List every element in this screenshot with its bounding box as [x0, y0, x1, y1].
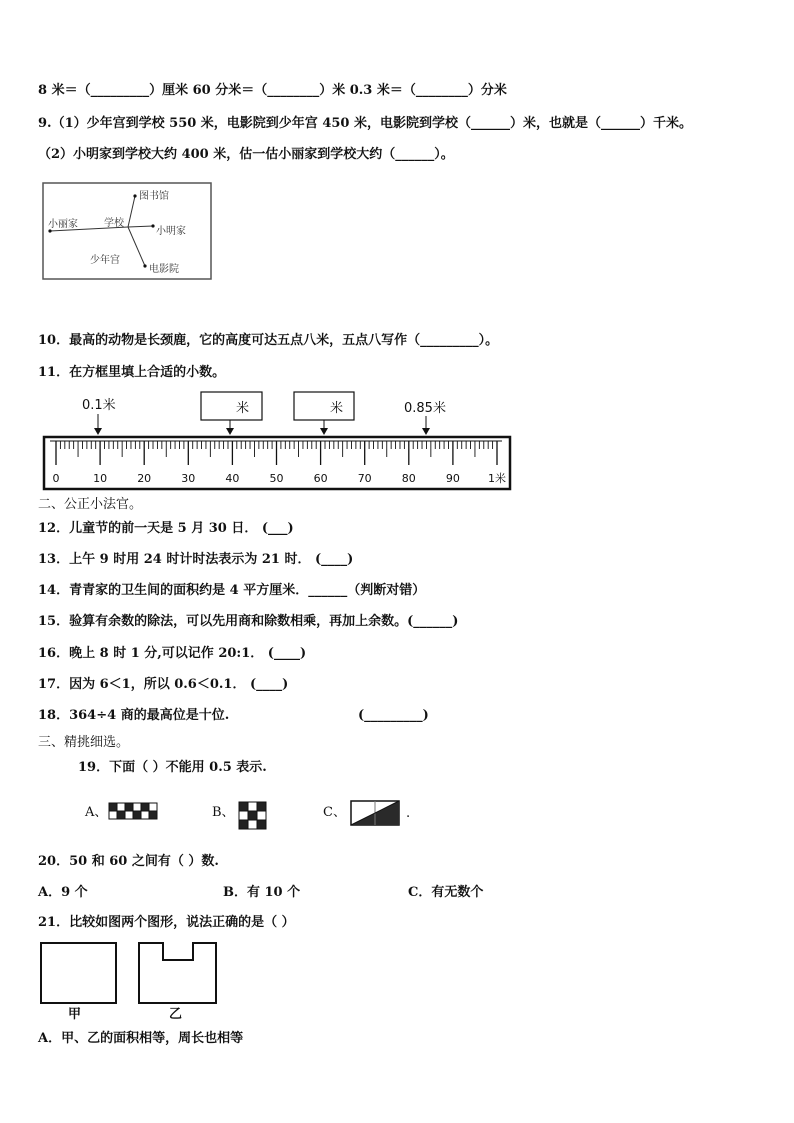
ruler-tick-label: 80 — [401, 472, 416, 485]
library-label: 图书馆 — [139, 191, 169, 202]
q19-option-c-figure — [350, 800, 400, 826]
question-14: 14．青青家的卫生间的面积约是 4 平方厘米．______（判断对错） — [38, 583, 426, 598]
q21-figures — [38, 940, 222, 1020]
arrow-0-1-head — [94, 428, 102, 435]
question-18-blank: (_________) — [358, 708, 429, 723]
question-17: 17．因为 6＜1，所以 0.6＜0.1． (____) — [38, 677, 289, 692]
grid-cell — [257, 811, 266, 820]
ruler-tick-label: 40 — [225, 472, 240, 485]
q19-end-period: . — [406, 806, 411, 821]
arrow-box-2-head — [320, 428, 328, 435]
grid-cell — [141, 811, 149, 819]
question-12: 12．儿童节的前一天是 5 月 30 日． (___) — [38, 521, 294, 536]
ruler-tick-label: 0 — [52, 472, 60, 485]
question-9-part-2: （2）小明家到学校大约 400 米，估一估小丽家到学校大约（______）。 — [38, 147, 454, 162]
cinema-dot — [143, 264, 146, 267]
q20-option-a: A．9 个 — [38, 885, 88, 900]
school-label: 学校 — [104, 218, 124, 229]
q21-option-a: A．甲、乙的面积相等，周长也相等 — [38, 1031, 244, 1046]
grid-cell — [109, 803, 117, 811]
question-11: 11．在方框里填上合适的小数。 — [38, 365, 226, 380]
grid-cell — [257, 802, 266, 811]
label-0-1-meter: 0.1米 — [82, 398, 116, 413]
xiaoming-home-label: 小明家 — [156, 226, 186, 237]
xiaoming-home-dot — [151, 224, 154, 227]
grid-cell — [149, 811, 157, 819]
ruler-tick-label: 20 — [137, 472, 152, 485]
answer-box-2 — [294, 392, 354, 420]
q19-option-a-figure — [108, 802, 158, 824]
ruler-tick-label: 1米 — [488, 472, 506, 485]
label-yi: 乙 — [169, 1007, 183, 1020]
grid-cell — [149, 803, 157, 811]
library-dot — [133, 194, 136, 197]
xiaoli-home-label: 小丽家 — [48, 219, 78, 230]
youth-palace-label: 少年宫 — [90, 255, 120, 266]
ruler-tick-label: 50 — [269, 472, 284, 485]
grid-cell — [141, 803, 149, 811]
shape-yi — [139, 943, 216, 1003]
ruler-tick-label: 60 — [313, 472, 328, 485]
grid-cell — [125, 811, 133, 819]
label-0-85-meter: 0.85米 — [404, 401, 446, 416]
ruler-tick-label: 10 — [93, 472, 108, 485]
grid-cell — [125, 803, 133, 811]
arrow-box-1-head — [226, 428, 234, 435]
grid-cell — [117, 803, 125, 811]
grid-cell — [109, 811, 117, 819]
ruler-figure — [40, 390, 516, 492]
grid-cell — [248, 802, 257, 811]
answer-box-1 — [201, 392, 262, 420]
cinema-label: 电影院 — [149, 264, 179, 275]
grid-cell — [248, 820, 257, 829]
section-3-title: 三、精挑细选。 — [38, 735, 130, 750]
ruler-tick-label: 30 — [181, 472, 196, 485]
q19-option-c-label: C、 — [323, 805, 346, 820]
q19-option-b-label: B、 — [212, 805, 235, 820]
grid-cell — [117, 811, 125, 819]
question-15: 15．验算有余数的除法，可以先用商和除数相乘，再加上余数。(______) — [38, 614, 459, 629]
question-21: 21．比较如图两个图形，说法正确的是（ ） — [38, 915, 295, 930]
answer-box-1-unit: 米 — [236, 401, 250, 416]
grid-cell — [239, 802, 248, 811]
ruler-tick-label: 90 — [445, 472, 460, 485]
map-figure — [40, 180, 216, 282]
q19-option-b-figure — [238, 801, 268, 831]
question-20: 20．50 和 60 之间有（ ）数. — [38, 854, 219, 869]
question-10: 10．最高的动物是长颈鹿，它的高度可达五点八米，五点八写作（_________）。 — [38, 333, 499, 348]
grid-cell — [248, 811, 257, 820]
q20-option-b: B．有 10 个 — [223, 885, 301, 900]
arrow-0-85-head — [422, 428, 430, 435]
grid-cell — [133, 811, 141, 819]
grid-cell — [239, 811, 248, 820]
question-13: 13．上午 9 时用 24 时计时法表示为 21 时． (____) — [38, 552, 354, 567]
grid-cell — [239, 820, 248, 829]
q20-option-c: C．有无数个 — [408, 885, 484, 900]
ruler-tick-label: 70 — [357, 472, 372, 485]
conversion-line: 8 米＝（_________）厘米 60 分米＝（________）米 0.3 米＝（________）分米 — [38, 83, 507, 98]
question-19: 19．下面（ ）不能用 0.5 表示. — [78, 760, 267, 775]
question-16: 16．晚上 8 时 1 分,可以记作 20:1． (____) — [38, 646, 307, 661]
section-2-title: 二、公正小法官。 — [38, 497, 143, 512]
question-18: 18．364÷4 商的最高位是十位. — [38, 708, 230, 723]
q19-option-a-label: A、 — [85, 805, 108, 820]
grid-cell — [133, 803, 141, 811]
grid-cell — [257, 820, 266, 829]
question-9-part-1: 9.（1）少年宫到学校 550 米，电影院到少年宫 450 米，电影院到学校（______）米，也就是（______）千米。 — [38, 116, 692, 131]
label-jia: 甲 — [68, 1007, 82, 1020]
shape-jia — [41, 943, 116, 1003]
answer-box-2-unit: 米 — [330, 401, 344, 416]
